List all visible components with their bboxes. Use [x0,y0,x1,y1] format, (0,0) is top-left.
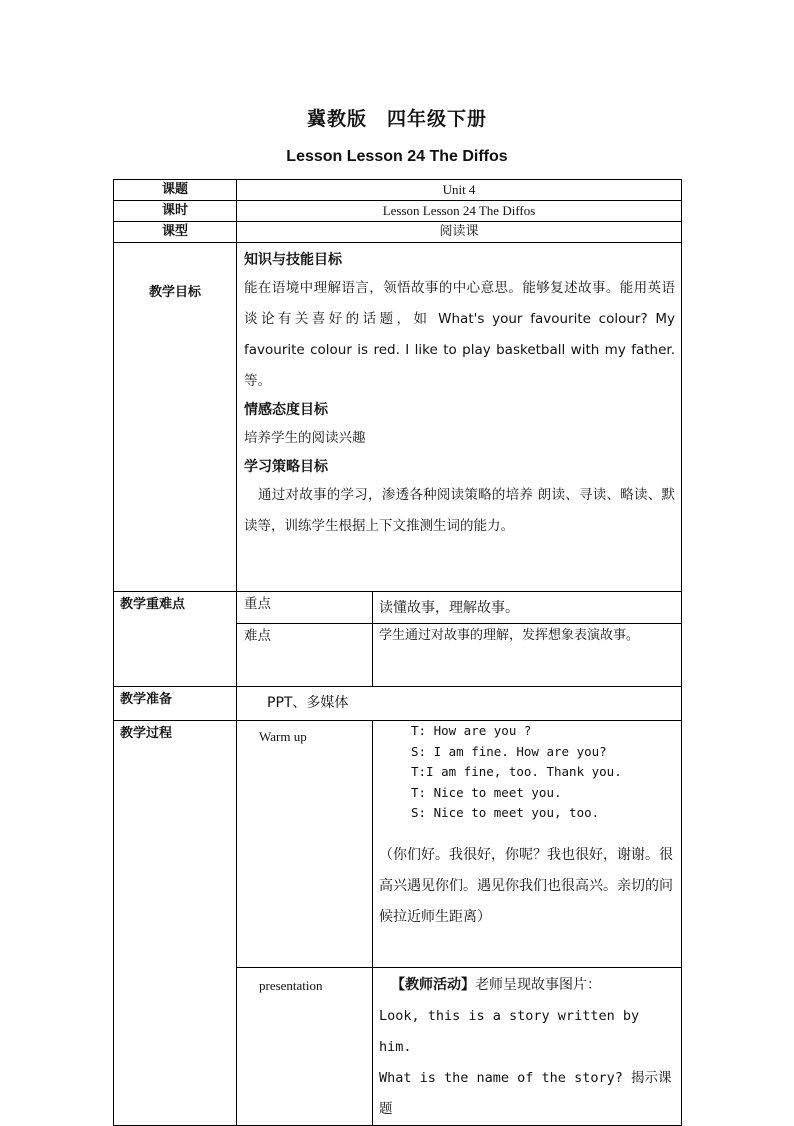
warmup-step-name: Warm up [237,721,373,968]
teacher-activity-text: 老师呈现故事图片： [475,977,601,993]
teacher-activity [379,970,675,1001]
warmup-dialogue [379,721,675,824]
dialogue-line: T:I am fine, too. Thank you. [411,764,622,779]
key-difficult-label: 教学重难点 [114,592,237,687]
prep-text: PPT、多媒体 [237,687,682,721]
prep-row [114,687,682,721]
type-label: 课型 [114,222,237,243]
emotion-goal-title: 情感态度目标 [244,402,328,418]
type-value: 阅读课 [237,222,682,243]
difficult-point-label: 难点 [237,624,373,687]
knowledge-goal-title: 知识与技能目标 [244,252,342,268]
goals-label: 教学目标 [114,243,237,592]
key-point-text: 读懂故事，理解故事。 [373,592,682,624]
warmup-content [373,721,682,968]
teacher-activity-tag: 【教师活动】 [391,977,475,993]
document-title: 冀教版 四年级下册 [306,108,487,130]
key-point-row [114,592,682,624]
warmup-row [114,721,682,968]
strategy-goal-title: 学习策略目标 [244,459,328,475]
goals-content [237,243,682,592]
presentation-line: Look, this is a story written by him. [379,1008,640,1055]
goals-row [114,243,682,592]
period-label: 课时 [114,201,237,222]
dialogue-line: S: I am fine. How are you? [411,743,607,759]
topic-row [114,180,682,201]
emotion-goal-text: 培养学生的阅读兴趣 [244,430,366,446]
presentation-line: What is the name of the story? 揭示课题 [379,1070,672,1117]
prep-label: 教学准备 [114,687,237,721]
presentation-content [373,968,682,1126]
dialogue-line: T: How are you ? [411,723,532,738]
dialogue-line: T: Nice to meet you. [411,784,562,800]
key-point-label: 重点 [237,592,373,624]
document-subtitle: Lesson Lesson 24 The Diffos [286,148,508,165]
difficult-point-text: 学生通过对故事的理解，发挥想象表演故事。 [373,624,682,687]
lesson-plan-table [113,179,682,1126]
process-label: 教学过程 [114,721,237,1126]
warmup-note: （你们好。我很好，你呢？我也很好，谢谢。很高兴遇见你们。遇见你我们也很高兴。亲切的问候拉近师生距离） [379,846,673,925]
type-row [114,222,682,243]
topic-value: Unit 4 [237,180,682,201]
period-value: Lesson Lesson 24 The Diffos [237,201,682,222]
knowledge-goal-text: 能在语境中理解语言，领悟故事的中心意思。能够复述故事。能用英语谈论有关喜好的话题，如 What's your favourite colour? My favourite colour is red. I like to play basketball with my father.等。 [244,280,675,389]
topic-label: 课题 [114,180,237,201]
strategy-goal-text: 通过对故事的学习，渗透各种阅读策略的培养 朗读、寻读、略读、默读等，训练学生根据上下文推测生词的能力。 [244,487,675,534]
period-row [114,201,682,222]
dialogue-line: S: Nice to meet you, too. [411,805,600,820]
presentation-step-name: presentation [237,968,373,1126]
